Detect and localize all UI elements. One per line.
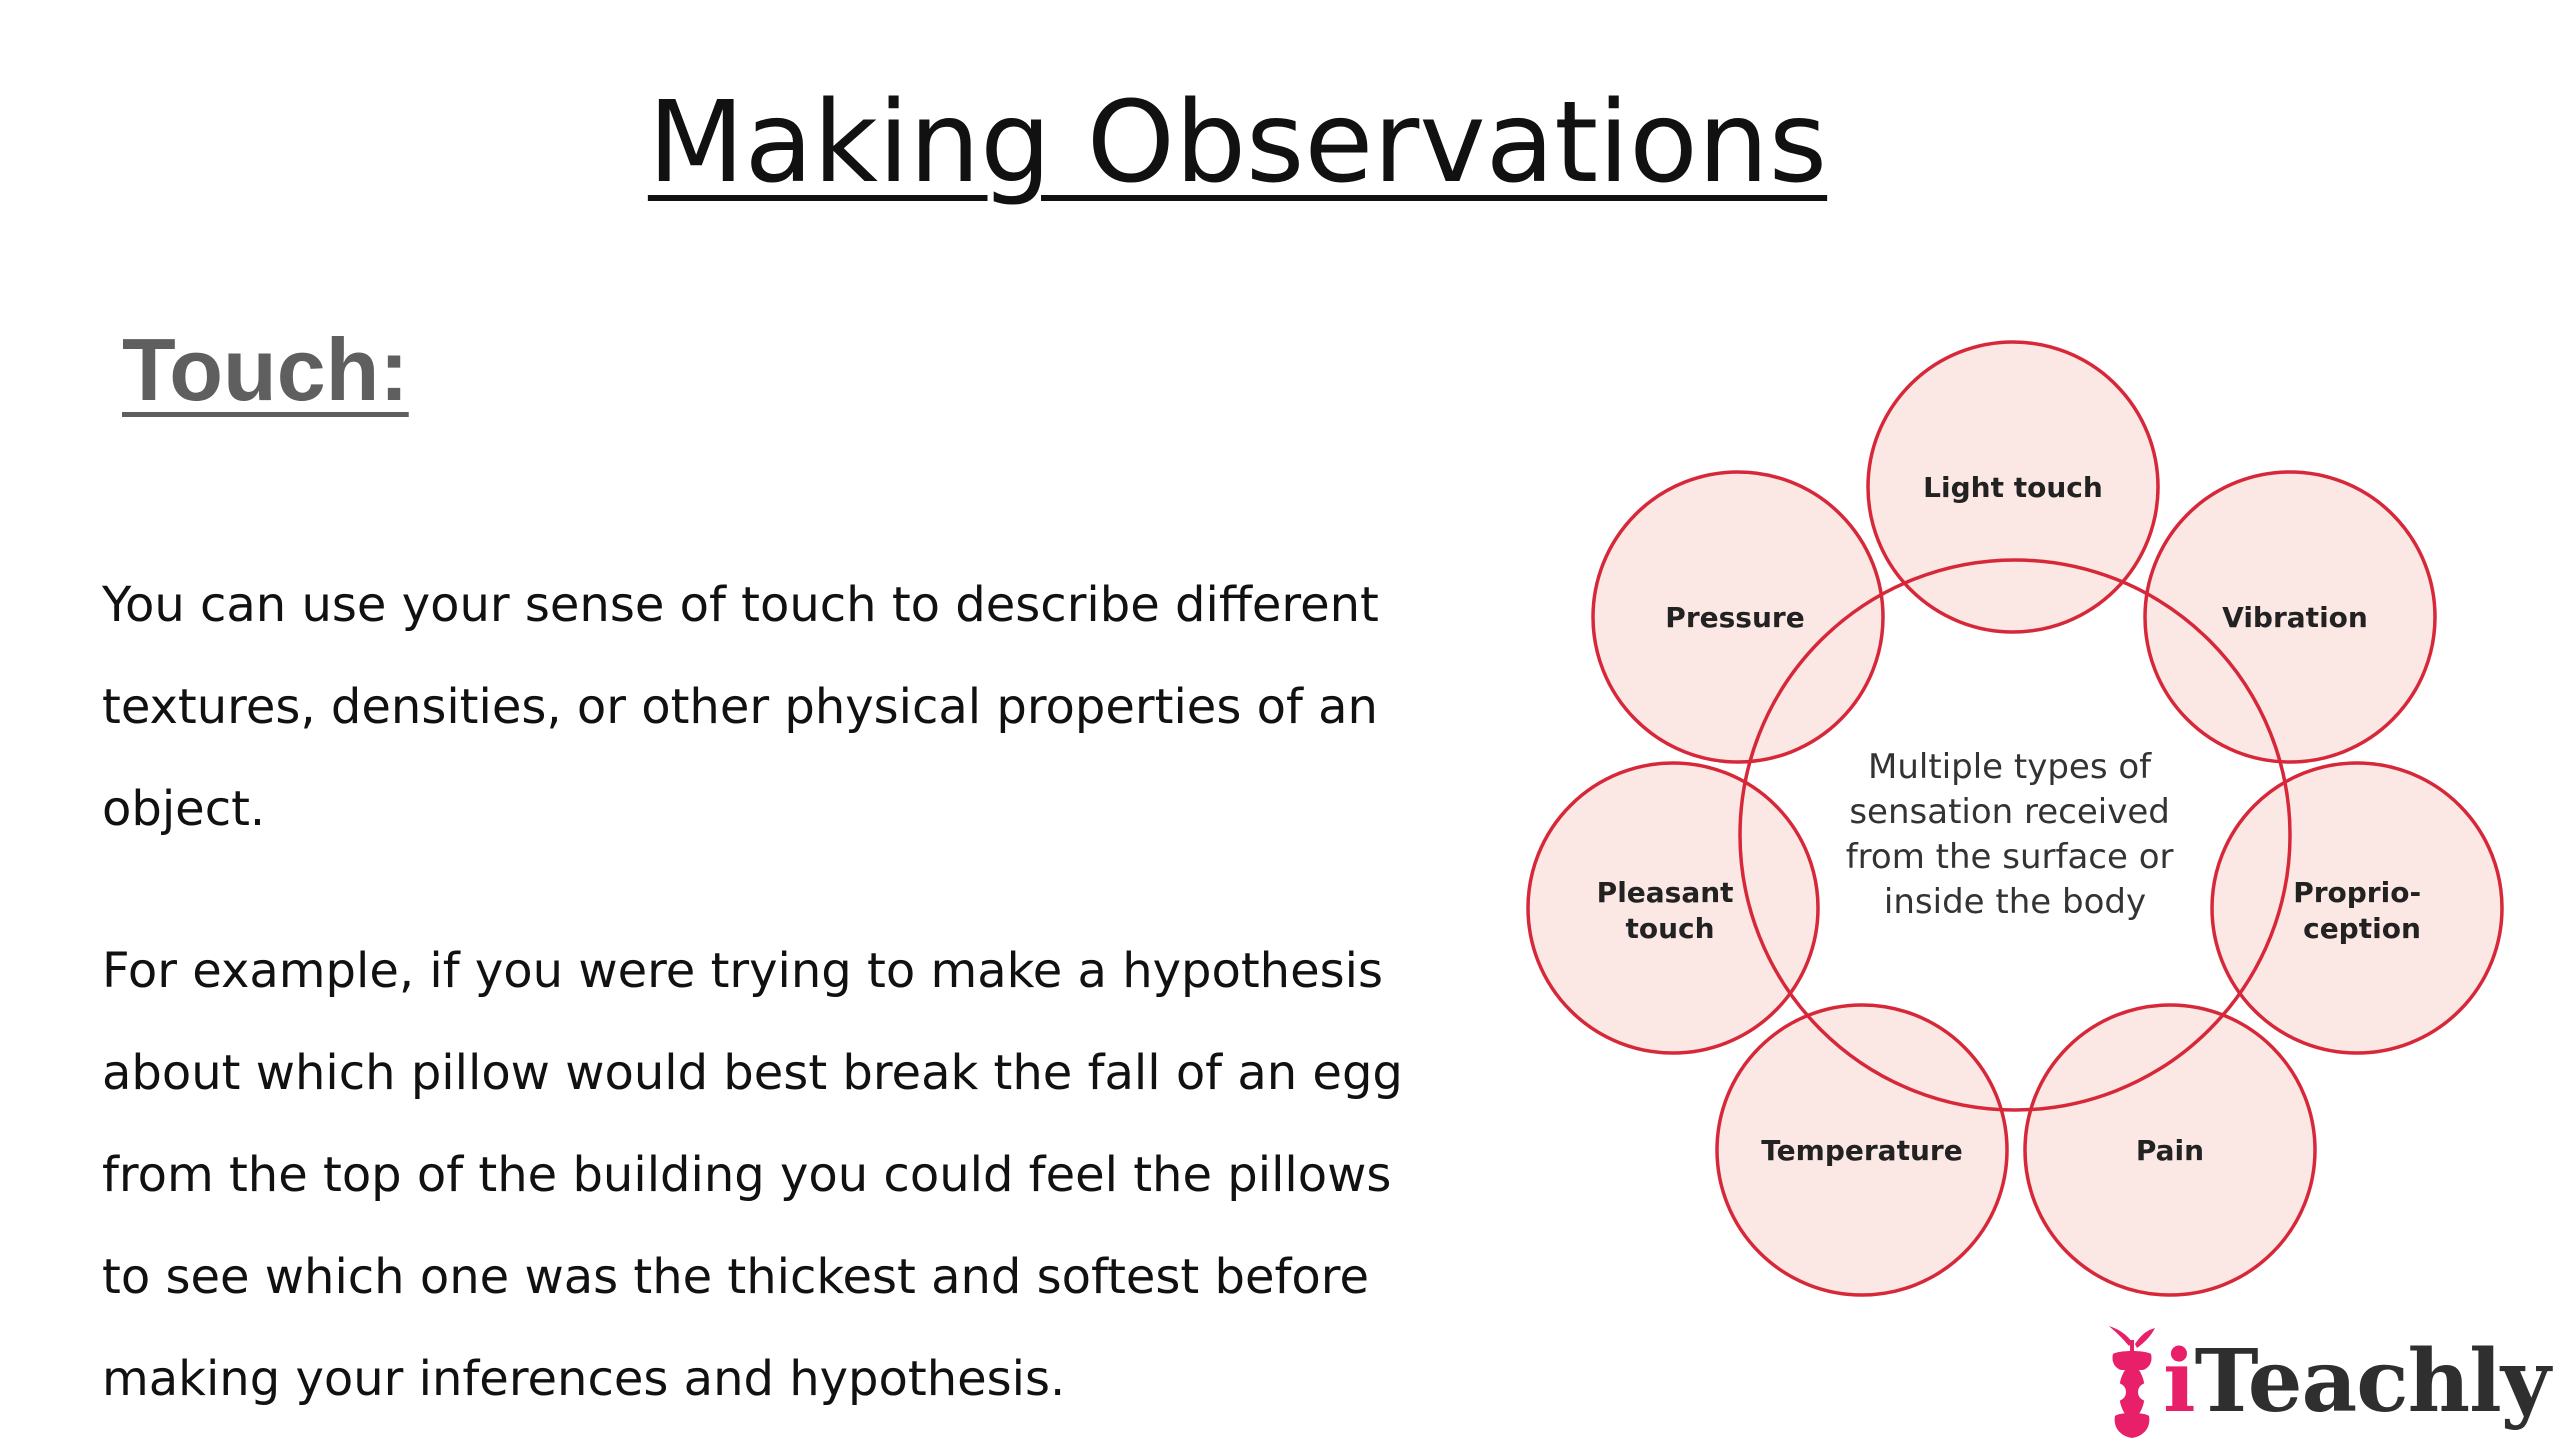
center-line: inside the body [1883, 882, 2147, 922]
label-line: touch [1625, 912, 1715, 945]
bitten-apple-core-icon [2105, 1324, 2159, 1440]
center-line: from the surface or [1845, 837, 2174, 877]
label-pain: Pain [2135, 1134, 2205, 1167]
touch-sensation-diagram [1520, 330, 2520, 1310]
text-line: textures, densities, or other physical properties of an [102, 679, 1378, 735]
text-line: to see which one was the thickest and softest before [102, 1249, 1369, 1305]
center-line: Multiple types of [1868, 747, 2152, 787]
logo-wordmark-rest: Teachly [2194, 1331, 2550, 1432]
label-vibration: Vibration [2222, 601, 2368, 634]
intro-paragraph [102, 554, 1462, 860]
center-line: sensation received [1849, 792, 2170, 832]
text-line: You can use your sense of touch to describe different [102, 577, 1379, 633]
label-pressure: Pressure [1665, 601, 1805, 634]
label-line: Proprio- [2293, 876, 2422, 909]
logo-wordmark-accent: i [2163, 1331, 2195, 1432]
text-line: For example, if you were trying to make a hypothesis [102, 943, 1383, 999]
logo-wordmark [2163, 1327, 2550, 1437]
section-heading: Touch: [122, 320, 409, 419]
center-description [1846, 747, 2185, 922]
label-light-touch: Light touch [1923, 471, 2103, 504]
label-line: ception [2303, 912, 2421, 945]
slide-title: Making Observations [647, 78, 1828, 208]
iteachly-logo [2105, 1322, 2560, 1442]
text-line: object. [102, 781, 266, 837]
text-line: making your inferences and hypothesis. [102, 1351, 1066, 1407]
text-line: about which pillow would best break the fall of an egg [102, 1045, 1403, 1101]
label-temperature: Temperature [1761, 1134, 1963, 1167]
text-line: from the top of the building you could feel the pillows [102, 1147, 1392, 1203]
example-paragraph [102, 920, 1462, 1430]
label-line: Pleasant [1596, 876, 1734, 909]
